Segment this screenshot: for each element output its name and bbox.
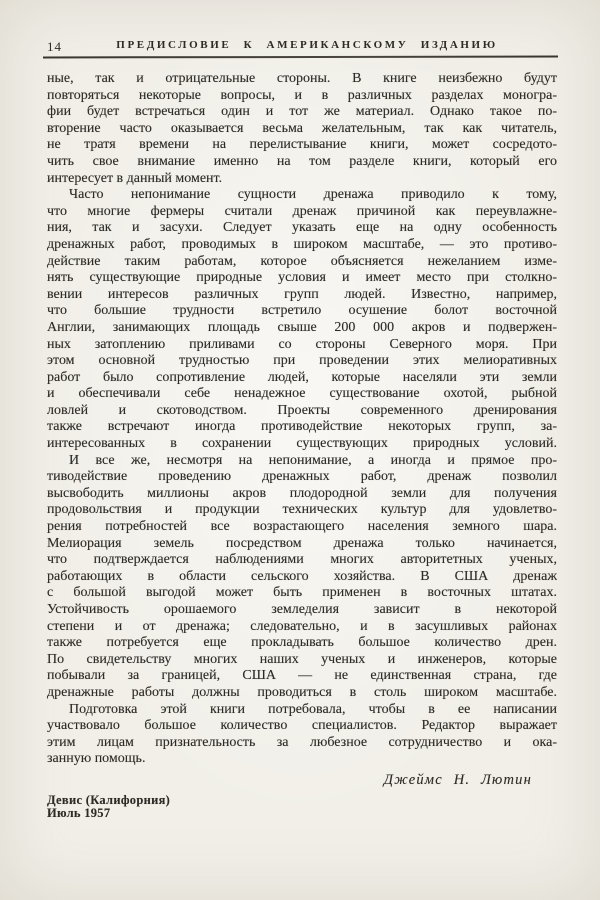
author-signature: Джеймс Н. Лютин bbox=[383, 772, 532, 788]
text-line: и обеспечивали себе ненадежное существование охотой, рыбной bbox=[47, 386, 557, 402]
text-line: продовольствия и продукции технических культур для удовлетво- bbox=[47, 502, 557, 518]
text-line: нять существующие природные условия и имеет место при столкно- bbox=[47, 270, 557, 286]
text-line: чить свое внимание именно на том разделе книги, который его bbox=[47, 153, 557, 169]
text-line: ловлей и скотоводством. Проекты современного дренирования bbox=[47, 402, 557, 418]
text-line: что большие трудности встретило осушение болот восточной bbox=[47, 303, 557, 319]
text-line: этим лицам признательность за любезное сотрудничество и ока- bbox=[47, 734, 557, 750]
text-line: работающих в области сельского хозяйства. В США дренаж bbox=[47, 568, 557, 584]
text-line: действие таким работам, которое объясняется нежеланием изме- bbox=[47, 253, 557, 269]
text-line: Мелиорация земель посредством дренажа только начинается, bbox=[47, 535, 557, 551]
page-number: 14 bbox=[47, 39, 62, 54]
text-line: с большой выгодой может быть применен в восточных штатах. bbox=[47, 585, 557, 601]
text-line: рения потребностей все возрастающего населения земного шара. bbox=[47, 519, 557, 535]
text-line: работ было сопротивление людей, которые населяли эти земли bbox=[47, 369, 557, 385]
text-line: ных затоплению приливами со стороны Северного моря. При bbox=[47, 336, 557, 352]
header-rule bbox=[43, 56, 558, 58]
text-line: И все же, несмотря на непонимание, а иногда и прямое про- bbox=[69, 452, 557, 468]
text-line: Подготовка этой книги потребовала, чтобы в ее написании bbox=[69, 701, 557, 717]
paragraph-drainage-benefits bbox=[47, 453, 557, 702]
colophon bbox=[47, 794, 170, 820]
text-line: ния, так и засухи. Следует указать еще на одну особенность bbox=[47, 220, 557, 236]
text-line: Устойчивость орошаемого земледелия зависит в некоторой bbox=[47, 602, 557, 617]
text-line: Англии, занимающих площадь свыше 200 000 акров и подвержен- bbox=[47, 319, 557, 335]
page-header bbox=[47, 39, 557, 54]
text-line: высвободить миллионы акров плодородной земли для получения bbox=[47, 485, 557, 501]
text-line: не тратя времени на перелистывание книги, может сосредото- bbox=[47, 137, 557, 153]
text-line: участвовало большое количество специалистов. Редактор выражает bbox=[47, 718, 557, 734]
text-line: также потребуется еще прокладывать большое количество дрен. bbox=[47, 635, 557, 651]
text-line: интересованных в сохранении существующих природных условий. bbox=[47, 436, 557, 452]
paragraph-acknowledgements bbox=[47, 702, 557, 768]
text-line: интересует в данный момент. bbox=[47, 170, 223, 186]
text-line: повторяться некоторые вопросы, и в различных разделах моногра- bbox=[47, 87, 557, 103]
text-line: степени и от дренажа; следовательно, и в засушливых районах bbox=[47, 618, 557, 634]
text-line: ные, так и отрицательные стороны. В книге неизбежно будут bbox=[47, 71, 557, 86]
text-line: вении интересов различных групп людей. Известно, например, bbox=[47, 286, 557, 302]
paragraph-continuation bbox=[47, 71, 557, 187]
text-line: тиводействие проведению дренажных работ, дренаж позволил bbox=[47, 469, 557, 485]
running-head-title: ПРЕДИСЛОВИЕ К АМЕРИКАНСКОМУ ИЗДАНИЮ bbox=[116, 39, 498, 51]
page-body bbox=[47, 71, 557, 768]
text-line: вторение часто оказывается весьма желательным, так как читатель, bbox=[47, 120, 557, 136]
paragraph-drainage-misunderstanding bbox=[47, 187, 557, 453]
colophon-date: Июль 1957 bbox=[47, 806, 111, 821]
text-line: фии будет встречаться один и тот же материал. Однако такое по- bbox=[47, 104, 557, 120]
text-line: дренажных работ, проводимых в широком масштабе, — это противо- bbox=[47, 236, 557, 252]
text-line: По свидетельству многих наших ученых и инженеров, которые bbox=[47, 651, 557, 667]
text-line: побывали за границей, США — не единственная страна, где bbox=[47, 668, 557, 684]
text-line: что многие фермеры считали дренаж причиной как переувлажне- bbox=[47, 203, 557, 219]
text-line: этом основной трудностью при проведении этих мелиоративных bbox=[47, 353, 557, 369]
text-line: что подтверждается наблюдениями многих авторитетных ученых, bbox=[47, 552, 557, 568]
text-line: занную помощь. bbox=[47, 751, 146, 767]
colophon-place: Девис (Калифорния) bbox=[47, 793, 171, 807]
text-line: Часто непонимание сущности дренажа приводило к тому, bbox=[69, 187, 557, 203]
text-line: дренажные работы должны проводиться в столь широком масштабе. bbox=[47, 684, 557, 700]
text-line: также встречают иногда противодействие некоторых групп, за- bbox=[47, 419, 557, 435]
